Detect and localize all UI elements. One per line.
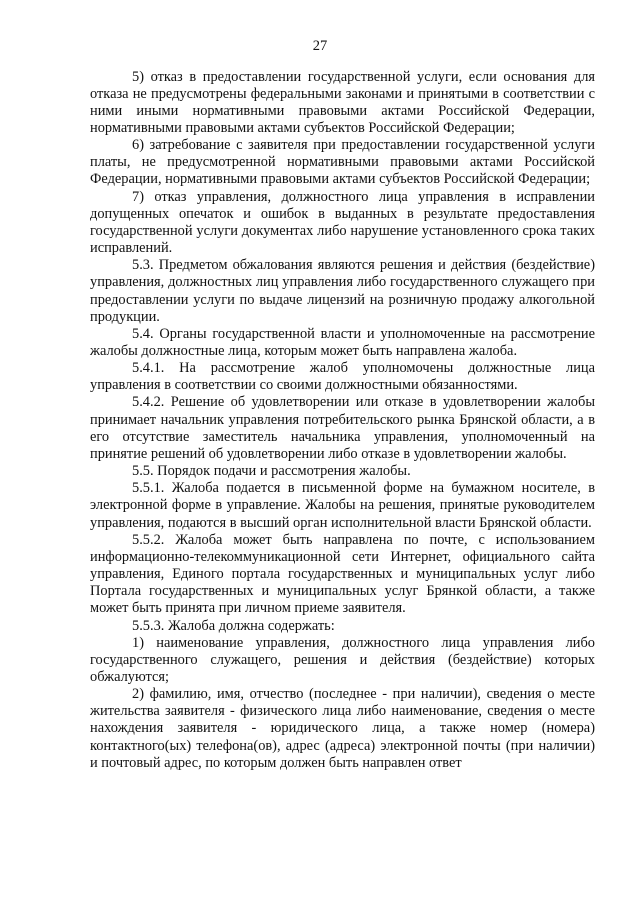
paragraph-5-5-1-submission: 5.5.1. Жалоба подается в письменной форме на бумажном носителе, в электронной форме в управление. Жалобы на решения, принятые руководителем управления, подаются в высший орган исполнительной власти Брянской области. [90, 480, 595, 531]
document-body [90, 69, 595, 772]
paragraph-content-item-1: 1) наименование управления, должностного лица управления либо государственного служащего, решения и действия (бездействие) которых обжалуются; [90, 634, 595, 685]
paragraph-5-3-appeal-subject: 5.3. Предметом обжалования являются решения и действия (бездействие) управления, должностных лиц управления либо государственного служащего при предоставлении услуги по выдаче лицензий на розничную продажу алкогольной продукции. [90, 257, 595, 325]
paragraph-item-5-refusal: 5) отказ в предоставлении государственной услуги, если основания для отказа не предусмотрены федеральными законами и принятыми в соответствии с ними иными нормативными правовыми актами Российской Федерации, нормативными правовыми актами субъектов Российской Федерации; [90, 68, 595, 136]
paragraph-5-5-2-channels: 5.5.2. Жалоба может быть направлена по почте, с использованием информационно-телекоммуникационной сети Интернет, официального сайта управления, Единого портала государственных и муниципальных услуг либо Портала государственных и муниципальных услуг Брянкой области, а также может быть принята при личном приеме заявителя. [90, 531, 595, 617]
paragraph-item-7-correction-refusal: 7) отказ управления, должностного лица управления в исправлении допущенных опечаток и ошибок в выданных в результате предоставления государственной услуги документах либо нарушение установленного срока таких исправлений. [90, 188, 595, 257]
paragraph-5-5-3-contents: 5.5.3. Жалоба должна содержать: [132, 617, 335, 634]
paragraph-5-4-authorities: 5.4. Органы государственной власти и уполномоченные на рассмотрение жалобы должностные лица, которым может быть направлена жалоба. [90, 325, 595, 359]
paragraph-5-4-1-officials: 5.4.1. На рассмотрение жалоб уполномочены должностные лица управления в соответствии со своими должностными обязанностями. [90, 360, 595, 394]
paragraph-5-5-procedure: 5.5. Порядок подачи и рассмотрения жалобы. [132, 463, 411, 480]
page-number: 27 [312, 38, 328, 54]
paragraph-5-4-2-decision: 5.4.2. Решение об удовлетворении или отказе в удовлетворении жалобы принимает начальник управления потребительского рынка Брянской области, а в его отсутствие заместитель начальника управления, уполномоченный на принятие решений об удовлетворении либо отказе в удовлетворении жалобы. [90, 394, 595, 462]
paragraph-item-6-fee-demand: 6) затребование с заявителя при предоставлении государственной услуги платы, не предусмотренной нормативными правовыми актами Российской Федерации, нормативными правовыми актами субъектов Российской Федерации; [90, 137, 595, 188]
paragraph-content-item-2: 2) фамилию, имя, отчество (последнее - при наличии), сведения о месте жительства заявителя - физического лица либо наименование, сведения о месте нахождения заявителя - юридического лица, а также номер (номера) контактного(ых) телефона(ов), адрес (адреса) электронной почты (при наличии) и почтовый адрес, по которым должен быть направлен ответ [90, 686, 595, 771]
